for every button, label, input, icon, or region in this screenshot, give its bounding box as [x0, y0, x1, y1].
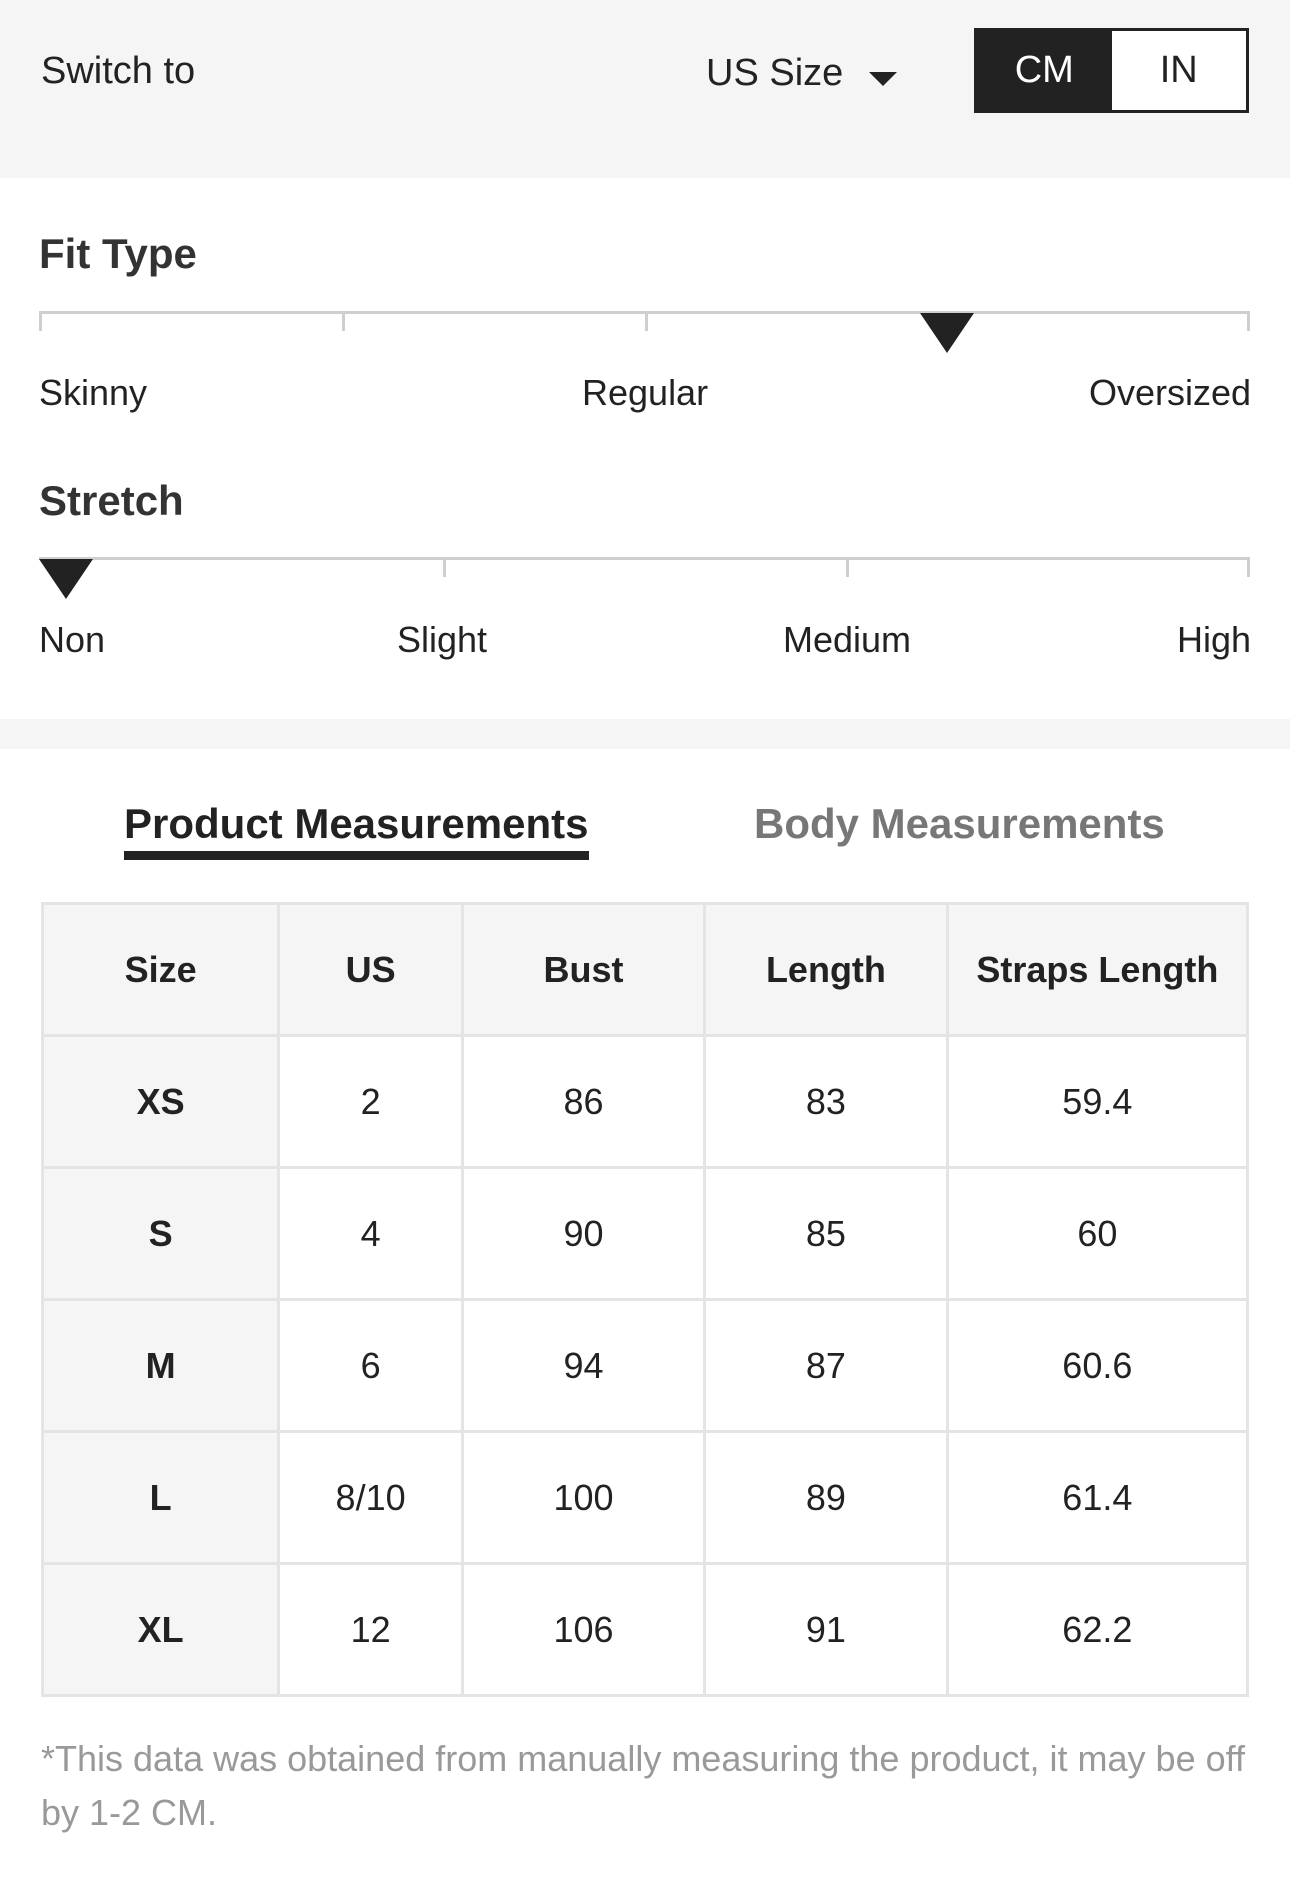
table-header-row	[43, 904, 1248, 1036]
stretch-indicator	[39, 559, 93, 599]
unit-cm-button[interactable]: CM	[977, 31, 1112, 110]
table-cell: 86	[462, 1036, 704, 1168]
stretch-label-medium: Medium	[783, 619, 912, 660]
stretch-label-slight: Slight	[397, 619, 488, 660]
unit-switch-bar	[0, 0, 1290, 178]
column-header: Bust	[462, 904, 704, 1036]
size-cell: L	[43, 1432, 279, 1564]
table-cell: 61.4	[947, 1432, 1247, 1564]
table-cell: 94	[462, 1300, 704, 1432]
table-cell: 100	[462, 1432, 704, 1564]
section-divider	[0, 719, 1290, 749]
table-row	[43, 1432, 1248, 1564]
table-row	[43, 1036, 1248, 1168]
size-cell: XS	[43, 1036, 279, 1168]
stretch-tick	[1247, 557, 1250, 577]
size-cell: M	[43, 1300, 279, 1432]
fit-type-tick	[39, 311, 42, 331]
table-cell: 91	[705, 1564, 948, 1696]
stretch-tick	[443, 557, 446, 577]
size-cell: S	[43, 1168, 279, 1300]
table-cell: 90	[462, 1168, 704, 1300]
table-cell: 106	[462, 1564, 704, 1696]
table-cell: 85	[705, 1168, 948, 1300]
column-header: US	[279, 904, 463, 1036]
fit-type-title: Fit Type	[39, 230, 197, 277]
fit-label-skinny: Skinny	[39, 372, 148, 413]
table-cell: 62.2	[947, 1564, 1247, 1696]
table-cell: 8/10	[279, 1432, 463, 1564]
column-header: Size	[43, 904, 279, 1036]
size-system-value: US Size	[706, 52, 844, 94]
table-cell: 83	[705, 1036, 948, 1168]
size-cell: XL	[43, 1564, 279, 1696]
fit-type-tick	[1247, 311, 1250, 331]
tab-body-measurements[interactable]: Body Measurements	[754, 800, 1165, 847]
table-row	[43, 1564, 1248, 1696]
unit-toggle	[974, 28, 1249, 113]
active-tab-underline	[124, 851, 589, 860]
stretch-track	[39, 557, 1250, 560]
switch-to-label: Switch to	[41, 50, 196, 92]
size-system-dropdown[interactable]	[706, 52, 897, 95]
chevron-down-icon	[869, 72, 897, 86]
table-cell: 87	[705, 1300, 948, 1432]
stretch-tick	[846, 557, 849, 577]
measurement-disclaimer: *This data was obtained from manually measuring the product, it may be off by 1-2 CM.	[41, 1738, 1245, 1833]
table-cell: 2	[279, 1036, 463, 1168]
table-cell: 89	[705, 1432, 948, 1564]
fit-type-indicator	[920, 313, 974, 353]
fit-label-oversized: Oversized	[1089, 372, 1252, 413]
fit-type-tick	[342, 311, 345, 331]
table-row	[43, 1300, 1248, 1432]
fit-label-regular: Regular	[582, 372, 709, 413]
stretch-title: Stretch	[39, 477, 184, 524]
column-header: Length	[705, 904, 948, 1036]
table-cell: 6	[279, 1300, 463, 1432]
column-header: Straps Length	[947, 904, 1247, 1036]
stretch-label-non: Non	[39, 619, 106, 660]
fit-type-tick	[645, 311, 648, 331]
table-cell: 4	[279, 1168, 463, 1300]
measurements-table	[41, 902, 1249, 1697]
table-row	[43, 1168, 1248, 1300]
stretch-label-high: High	[1177, 619, 1252, 660]
table-cell: 60.6	[947, 1300, 1247, 1432]
tab-product-measurements[interactable]: Product Measurements	[124, 800, 589, 847]
table-cell: 59.4	[947, 1036, 1247, 1168]
unit-in-button[interactable]: IN	[1112, 31, 1247, 110]
table-cell: 12	[279, 1564, 463, 1696]
table-cell: 60	[947, 1168, 1247, 1300]
